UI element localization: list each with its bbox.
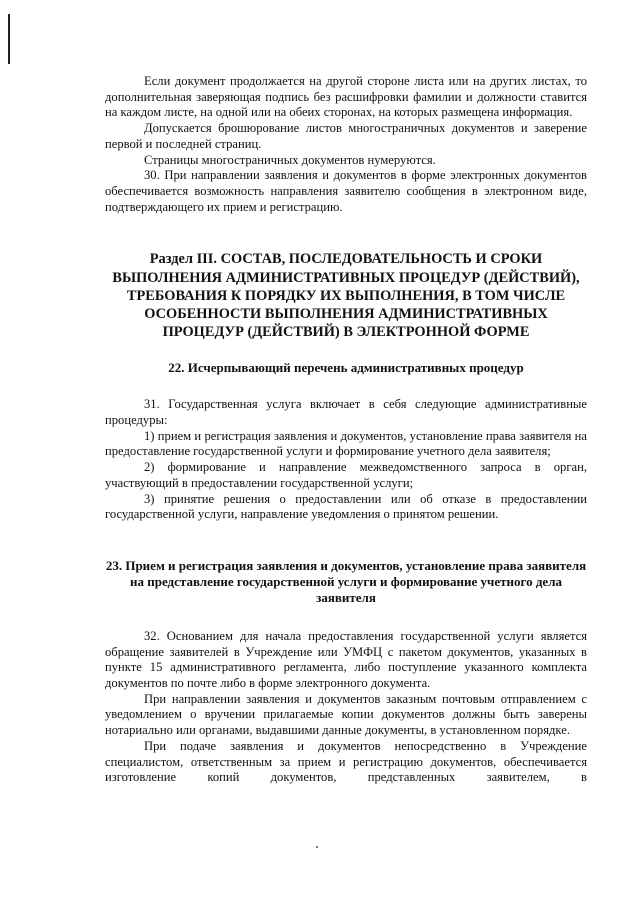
subsection-22-title: 22. Исчерпывающий перечень административных процедур	[168, 360, 524, 376]
paragraph-30: 30. При направлении заявления и документов в форме электронных документов обеспечивается возможность направления заявителю сообщения в электронном виде, подтверждающего их прием и регистрацию.	[105, 168, 587, 214]
paragraph-31-intro: 31. Государственная услуга включает в себя следующие административные процедуры:	[105, 397, 587, 428]
paragraph: При направлении заявления и документов заказным почтовым отправлением с уведомлением о вручении прилагаемые копии документов должны быть заверены нотариально или органами, выдавшими данные документы, в установленном порядке.	[105, 691, 587, 738]
paragraph: Если документ продолжается на другой стороне листа или на других листах, то дополнительная заверяющая подпись без расшифровки фамилии и должности ставится на каждом листе, на одной или на обеих сторонах, на которых размещена информация.	[105, 74, 587, 120]
scan-speck	[316, 846, 318, 848]
section-title: Раздел III. СОСТАВ, ПОСЛЕДОВАТЕЛЬНОСТЬ И СРОКИ ВЫПОЛНЕНИЯ АДМИНИСТРАТИВНЫХ ПРОЦЕДУР (ДЕЙСТВИЙ), ТРЕБОВАНИЯ К ПОРЯДКУ ИХ ВЫПОЛНЕНИЯ, В ТОМ ЧИСЛЕ ОСОБЕННОСТИ ВЫПОЛНЕНИЯ АДМИНИСТРАТИВНЫХ ПРОЦЕДУР (ДЕЙСТВИЙ) В ЭЛЕКТРОННОЙ ФОРМЕ	[112, 251, 580, 341]
subsection-23-title: 23. Прием и регистрация заявления и документов, установление права заявителя на представление государственной услуги и формирование учетного дела заявителя	[105, 557, 587, 605]
list-item: 1) прием и регистрация заявления и документов, установление права заявителя на предоставление государственной услуги и формирование учетного дела заявителя;	[105, 428, 587, 459]
list-item: 2) формирование и направление межведомственного запроса в орган, участвующий в предоставлении государственной услуги;	[105, 460, 587, 490]
paragraph-32: 32. Основанием для начала предоставления государственной услуги является обращение заявителей в Учреждение или УМФЦ с пакетом документов, указанных в пункте 15 административного регламента, либо поступление указанного комплекта документов по почте либо в форме электронного документа.	[105, 628, 587, 691]
margin-line	[8, 14, 10, 64]
paragraph: Допускается брошюрование листов многостраничных документов и заверение первой и последней страниц.	[105, 121, 587, 151]
paragraph: При подаче заявления и документов непосредственно в Учреждение специалистом, ответственным за прием и регистрацию документов, обеспечивается изготовление копий документов, представленных заявителем, в	[105, 738, 587, 785]
paragraph: Страницы многостраничных документов нумеруются.	[144, 152, 436, 167]
list-item: 3) принятие решения о предоставлении или об отказе в предоставлении государственной услуги, направление уведомления о принятом решении.	[105, 491, 587, 522]
document-body	[105, 74, 587, 786]
